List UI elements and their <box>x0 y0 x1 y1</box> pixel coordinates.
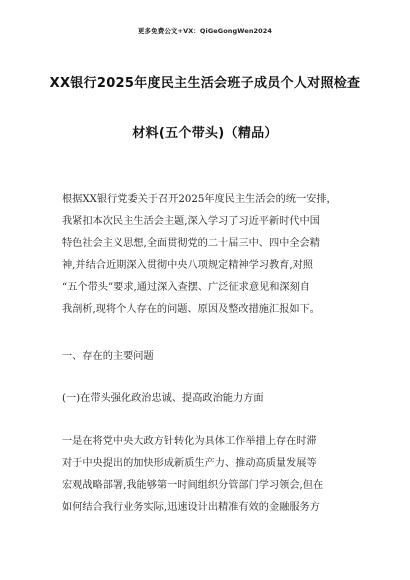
document-title-line-1: XX银行2025年度民主生活会班子成员个人对照检查 <box>49 76 361 91</box>
body-line: 如何结合我行业务实际,迅速设计出精准有效的金融服务方 <box>62 502 320 513</box>
body-line: 对于中央提出的加快形成新质生产力、推动高质量发展等 <box>62 458 317 469</box>
document-title-line-2: 材料(五个带头)（精品） <box>132 126 278 141</box>
body-line: 宏观战略部署,我能够第一时间组织分管部门学习领会,但在 <box>62 480 324 491</box>
subsection-heading-text: (一)在带头强化政治忠诚、提高政治能力方面 <box>62 393 264 404</box>
intro-line: 我紧扣本次民主生活会主题,深入学习了习近平新时代中国 <box>62 216 320 227</box>
intro-line: 我剖析,现将个人存在的问题、原因及整改措施汇报如下。 <box>62 304 320 315</box>
body-line: 一是在将党中央大政方针转化为具体工作举措上存在时滞 <box>62 436 317 447</box>
section-heading-text: 一、存在的主要问题 <box>62 351 154 362</box>
header-note: 更多免费公文+VX：QiGeGongWen2024 <box>137 27 273 35</box>
intro-line: “五个带头”要求,通过深入查摆、广泛征求意见和深刻自 <box>62 282 310 293</box>
intro-line: 特色社会主义思想,全面贯彻党的二十届三中、四中全会精 <box>62 238 320 249</box>
intro-line: 根据XX银行党委关于召开2025年度民主生活会的统一安排， <box>62 194 337 205</box>
intro-line: 神,并结合近期深入贯彻中央八项规定精神学习教育,对照 <box>62 260 313 271</box>
